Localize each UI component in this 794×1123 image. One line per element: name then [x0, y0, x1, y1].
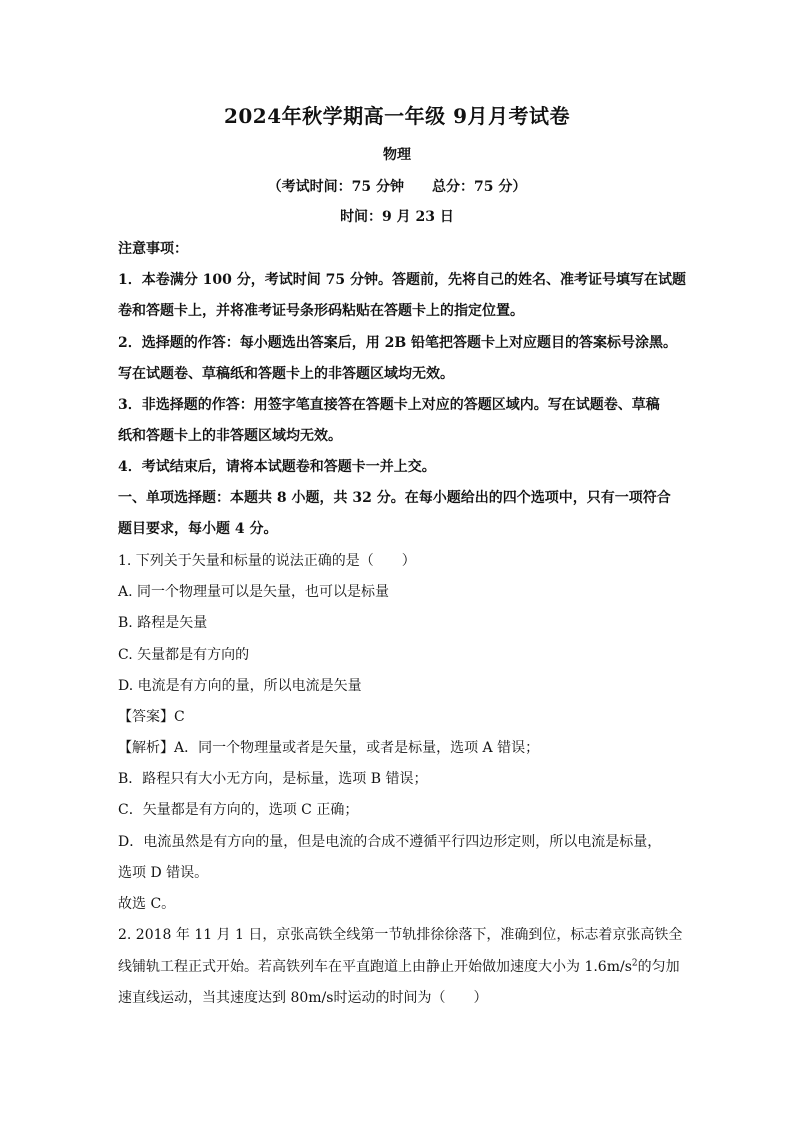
notes-line: 纸和答题卡上的非答题区域均无效。: [118, 428, 342, 444]
analysis-line: B．路程只有大小无方向，是标量，选项 B 错误；: [118, 771, 428, 787]
notes-line: 3．非选择题的作答：用签字笔直接答在答题卡上对应的答题区域内。写在试题卷、草稿: [118, 397, 660, 413]
section-heading-cont: 题目要求，每小题 4 分。: [118, 521, 278, 537]
analysis-line: 选项 D 错误。: [118, 865, 209, 881]
analysis-line: D．电流虽然是有方向的量，但是电流的合成不遵循平行四边形定则，所以电流是标量，: [118, 834, 662, 850]
subject-label: 物理: [383, 147, 411, 163]
question-1-analysis: [118, 738, 539, 758]
question-1-option-a: A. 同一个物理量可以是矢量，也可以是标量: [118, 584, 390, 600]
exam-date: 时间：9 月 23 日: [340, 209, 454, 225]
analysis-conclusion: 故选 C。: [118, 896, 176, 912]
notes-line: 卷和答题卡上，并将准考证号条形码粘贴在答题卡上的指定位置。: [118, 303, 524, 319]
question-2-stem-cont: [118, 957, 680, 977]
answer-tag: 【答案】: [118, 709, 174, 725]
notes-line: 1．本卷满分 100 分，考试时间 75 分钟。答题前，先将自己的姓名、准考证号填写在试题: [118, 272, 686, 288]
question-1-option-d: D. 电流是有方向的量，所以电流是矢量: [118, 678, 362, 694]
notes-line: 写在试题卷、草稿纸和答题卡上的非答题区域均无效。: [118, 366, 454, 382]
question-1-answer: [118, 707, 185, 727]
notes-heading: 注意事项：: [118, 241, 188, 257]
question-2-stem-end: 速直线运动，当其速度达到 80m/s时运动的时间为（ ）: [118, 990, 488, 1006]
question-1-stem: 1. 下列关于矢量和标量的说法正确的是（ ）: [118, 553, 416, 569]
exponent: 2: [631, 958, 638, 969]
exam-info: （考试时间：75 分钟 总分：75 分）: [267, 179, 527, 195]
exam-title: 2024年秋学期高一年级 9月月考试卷: [223, 104, 571, 128]
analysis-text: A．同一个物理量或者是矢量，或者是标量，选项 A 错误；: [174, 740, 540, 756]
question-2-stem: 2. 2018 年 11 月 1 日，京张高铁全线第一节轨排徐徐落下，准确到位，标志着京张高铁全: [118, 927, 683, 943]
analysis-tag: 【解析】: [118, 740, 174, 756]
question-2-text: 线铺轨工程正式开始。若高铁列车在平直跑道上由静止开始做加速度大小为 1.6m/s: [118, 959, 632, 975]
notes-line: 2．选择题的作答：每小题选出答案后，用 2B 铅笔把答题卡上对应题目的答案标号涂黑。: [118, 335, 678, 351]
answer-value: C: [174, 709, 185, 725]
question-1-option-c: C. 矢量都是有方向的: [118, 647, 250, 663]
question-1-option-b: B. 路程是矢量: [118, 615, 208, 631]
question-2-text-end: 的匀加: [637, 959, 680, 975]
analysis-line: C．矢量都是有方向的，选项 C 正确；: [118, 802, 359, 818]
notes-line: 4．考试结束后，请将本试题卷和答题卡一并上交。: [118, 459, 436, 475]
section-heading: 一、单项选择题：本题共 8 小题，共 32 分。在每小题给出的四个选项中，只有一项符合: [118, 490, 671, 506]
